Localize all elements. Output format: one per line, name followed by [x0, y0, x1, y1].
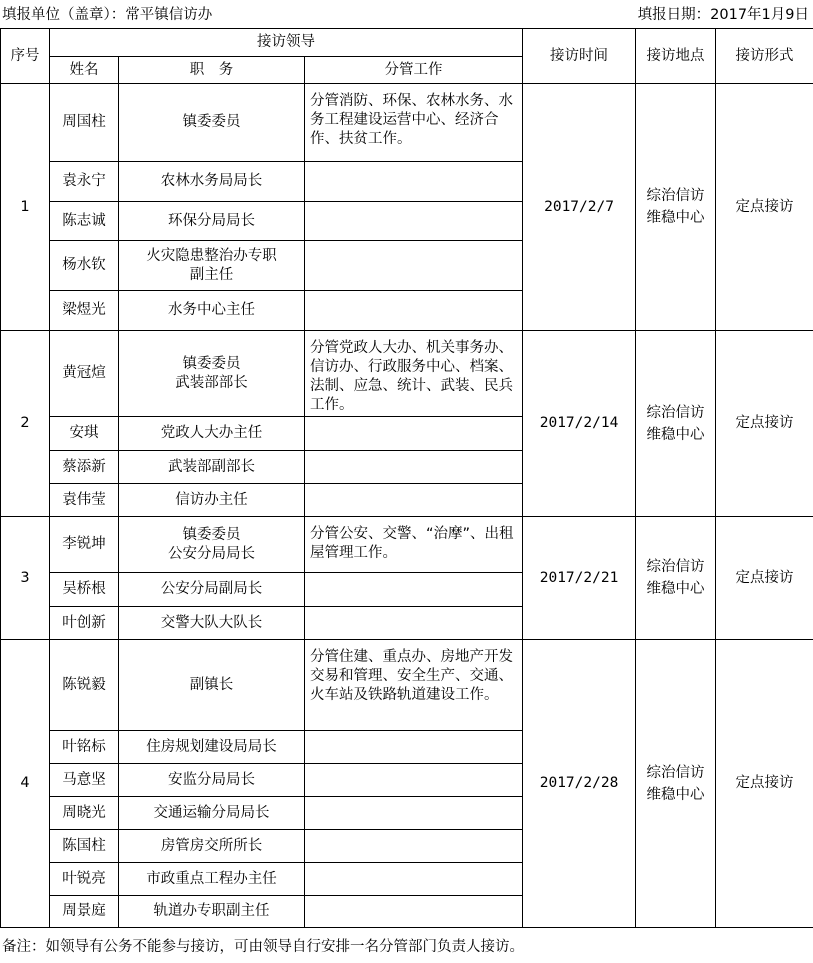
reception-place-cell: 综治信访 维稳中心: [636, 84, 716, 331]
leader-name-cell: 黄冠煊: [50, 331, 119, 417]
leader-name-cell: 周景庭: [50, 896, 119, 928]
leader-name-cell: 袁永宁: [50, 162, 119, 202]
reception-time-cell: 2017/2/14: [523, 331, 636, 517]
leader-position-cell: 住房规划建设局局长: [119, 731, 305, 764]
reception-form-cell: 定点接访: [716, 517, 813, 640]
leader-name-cell: 杨水钦: [50, 241, 119, 291]
header-position: 职 务: [119, 57, 305, 84]
duty-cell: 分管党政人大办、机关事务办、信访办、行政服务中心、档案、法制、应急、统计、武装、民兵工作。: [305, 331, 523, 417]
reception-form-cell: 定点接访: [716, 331, 813, 517]
reception-place-cell: 综治信访 维稳中心: [636, 640, 716, 928]
duty-cell: 分管消防、环保、农林水务、水务工程建设运营中心、经济合作、扶贫工作。: [305, 84, 523, 162]
table-row: [1, 331, 813, 417]
leader-name-cell: 叶锐亮: [50, 863, 119, 896]
reception-time-cell: 2017/2/7: [523, 84, 636, 331]
footer-note: 备注：如领导有公务不能参与接访，可由领导自行安排一名分管部门负责人接访。: [2, 939, 524, 955]
leader-position-cell: 副镇长: [119, 640, 305, 731]
leader-position-cell: 轨道办专职副主任: [119, 896, 305, 928]
leader-position-cell: 交通运输分局局长: [119, 797, 305, 830]
header-time: 接访时间: [523, 29, 636, 84]
schedule-body: [1, 84, 813, 928]
leader-position-cell: 市政重点工程办主任: [119, 863, 305, 896]
header-seq: 序号: [1, 29, 50, 84]
leader-name-cell: 陈国柱: [50, 830, 119, 863]
leader-name-cell: 周晓光: [50, 797, 119, 830]
leader-position-cell: 安监分局局长: [119, 764, 305, 797]
duty-cell-empty: [305, 451, 523, 484]
header-name: 姓名: [50, 57, 119, 84]
reception-form-cell: 定点接访: [716, 640, 813, 928]
duty-cell-empty: [305, 291, 523, 331]
table-row: [1, 640, 813, 731]
leader-position-cell: 火灾隐患整治办专职 副主任: [119, 241, 305, 291]
reception-place-cell: 综治信访 维稳中心: [636, 517, 716, 640]
duty-cell-empty: [305, 241, 523, 291]
duty-cell-empty: [305, 797, 523, 830]
table-row: [1, 517, 813, 573]
leader-position-cell: 环保分局局长: [119, 202, 305, 241]
leader-position-cell: 信访办主任: [119, 484, 305, 517]
leader-position-cell: 水务中心主任: [119, 291, 305, 331]
leader-position-cell: 镇委委员 武装部部长: [119, 331, 305, 417]
leader-name-cell: 马意坚: [50, 764, 119, 797]
duty-cell-empty: [305, 417, 523, 451]
leader-name-cell: 梁煜光: [50, 291, 119, 331]
duty-cell-empty: [305, 863, 523, 896]
seq-cell: 2: [1, 331, 50, 517]
seq-cell: 4: [1, 640, 50, 928]
duty-cell-empty: [305, 484, 523, 517]
leader-position-cell: 公安分局副局长: [119, 573, 305, 607]
header-place: 接访地点: [636, 29, 716, 84]
leader-name-cell: 安琪: [50, 417, 119, 451]
leader-name-cell: 周国柱: [50, 84, 119, 162]
leader-name-cell: 陈志诚: [50, 202, 119, 241]
seq-cell: 1: [1, 84, 50, 331]
leader-position-cell: 镇委委员 公安分局局长: [119, 517, 305, 573]
table-row: [1, 84, 813, 162]
reception-time-cell: 2017/2/21: [523, 517, 636, 640]
reporting-unit-label: 填报单位（盖章）：常平镇信访办: [2, 7, 213, 23]
leader-name-cell: 蔡添新: [50, 451, 119, 484]
duty-cell-empty: [305, 573, 523, 607]
leader-name-cell: 吴桥根: [50, 573, 119, 607]
duty-cell-empty: [305, 896, 523, 928]
leader-name-cell: 李锐坤: [50, 517, 119, 573]
leader-position-cell: 镇委委员: [119, 84, 305, 162]
duty-cell-empty: [305, 607, 523, 640]
duty-cell-empty: [305, 731, 523, 764]
header-duty: 分管工作: [305, 57, 523, 84]
duty-cell: 分管公安、交警、“治摩”、出租屋管理工作。: [305, 517, 523, 573]
reception-place-cell: 综治信访 维稳中心: [636, 331, 716, 517]
reception-schedule-table: [0, 28, 813, 928]
reporting-date-label: 填报日期：2017年1月9日: [637, 7, 809, 23]
seq-cell: 3: [1, 517, 50, 640]
reception-time-cell: 2017/2/28: [523, 640, 636, 928]
leader-position-cell: 农林水务局局长: [119, 162, 305, 202]
leader-name-cell: 陈锐毅: [50, 640, 119, 731]
leader-name-cell: 叶创新: [50, 607, 119, 640]
leader-name-cell: 袁伟莹: [50, 484, 119, 517]
header-form: 接访形式: [716, 29, 813, 84]
header-leader-group: 接访领导: [50, 29, 523, 57]
reception-form-cell: 定点接访: [716, 84, 813, 331]
leader-name-cell: 叶铭标: [50, 731, 119, 764]
duty-cell-empty: [305, 162, 523, 202]
duty-cell-empty: [305, 764, 523, 797]
leader-position-cell: 党政人大办主任: [119, 417, 305, 451]
duty-cell-empty: [305, 202, 523, 241]
leader-position-cell: 房管房交所所长: [119, 830, 305, 863]
duty-cell-empty: [305, 830, 523, 863]
leader-position-cell: 交警大队大队长: [119, 607, 305, 640]
duty-cell: 分管住建、重点办、房地产开发交易和管理、安全生产、交通、火车站及铁路轨道建设工作。: [305, 640, 523, 731]
leader-position-cell: 武装部副部长: [119, 451, 305, 484]
